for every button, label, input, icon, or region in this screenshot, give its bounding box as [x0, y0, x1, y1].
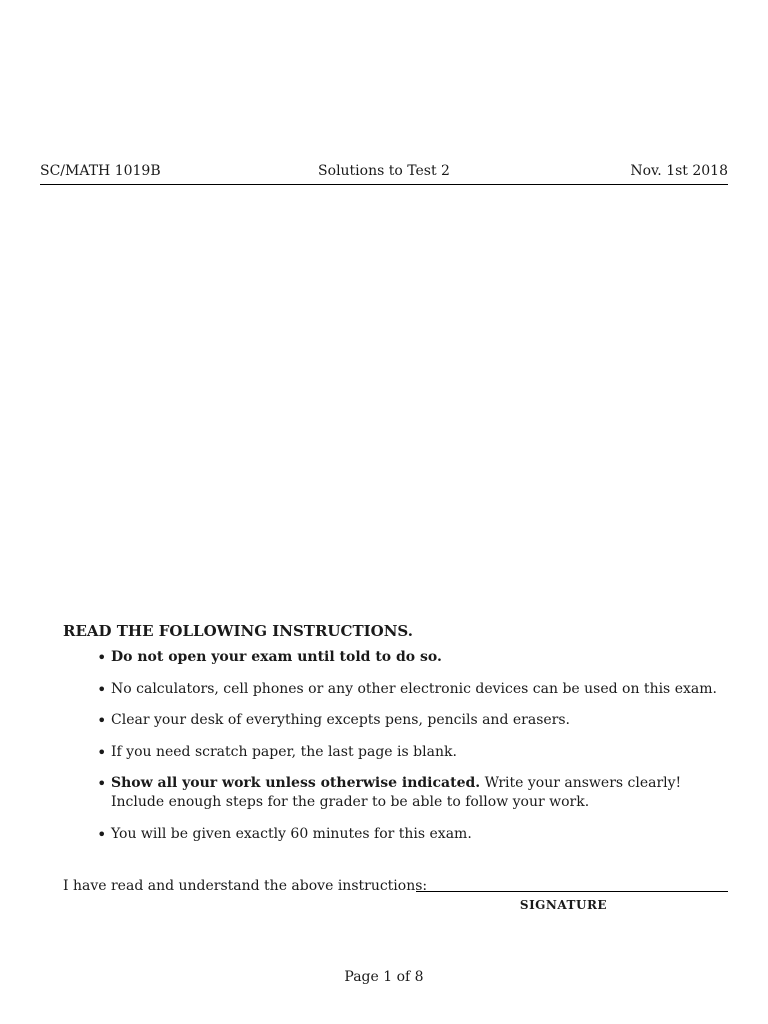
instruction-text: No calculators, cell phones or any other electronic devices can be used on this exam.: [111, 680, 717, 697]
document-title: Solutions to Test 2: [318, 163, 450, 179]
instruction-item: [97, 680, 733, 699]
instruction-text-continued: Include enough steps for the grader to be able to follow your work.: [111, 794, 590, 810]
page-number: Page 1 of 8: [344, 969, 424, 985]
instructions-section: [63, 622, 733, 856]
instruction-item: [97, 743, 733, 762]
signature-line[interactable]: [416, 891, 728, 892]
instruction-text: If you need scratch paper, the last page is blank.: [111, 743, 457, 760]
course-code: SC/MATH 1019B: [40, 163, 161, 179]
instructions-heading: READ THE FOLLOWING INSTRUCTIONS.: [63, 622, 413, 640]
instruction-text: You will be given exactly 60 minutes for this exam.: [111, 825, 472, 842]
page-header: [40, 162, 728, 185]
instruction-text: Write your answers clearly!: [484, 775, 682, 791]
instruction-text: Clear your desk of everything excepts pens, pencils and erasers.: [111, 712, 570, 728]
instruction-item: [97, 648, 733, 667]
exam-date: Nov. 1st 2018: [630, 163, 728, 179]
instruction-bold-text: Show all your work unless otherwise indicated.: [111, 775, 481, 791]
instructions-list: [63, 648, 733, 844]
instruction-item: [97, 711, 733, 730]
instruction-item: [97, 825, 733, 844]
signature-label: SIGNATURE: [519, 898, 608, 912]
instruction-bold-text: Do not open your exam until told to do so.: [111, 649, 442, 665]
instruction-item: [97, 774, 733, 812]
acknowledgement-text: I have read and understand the above instructions:: [63, 878, 428, 894]
